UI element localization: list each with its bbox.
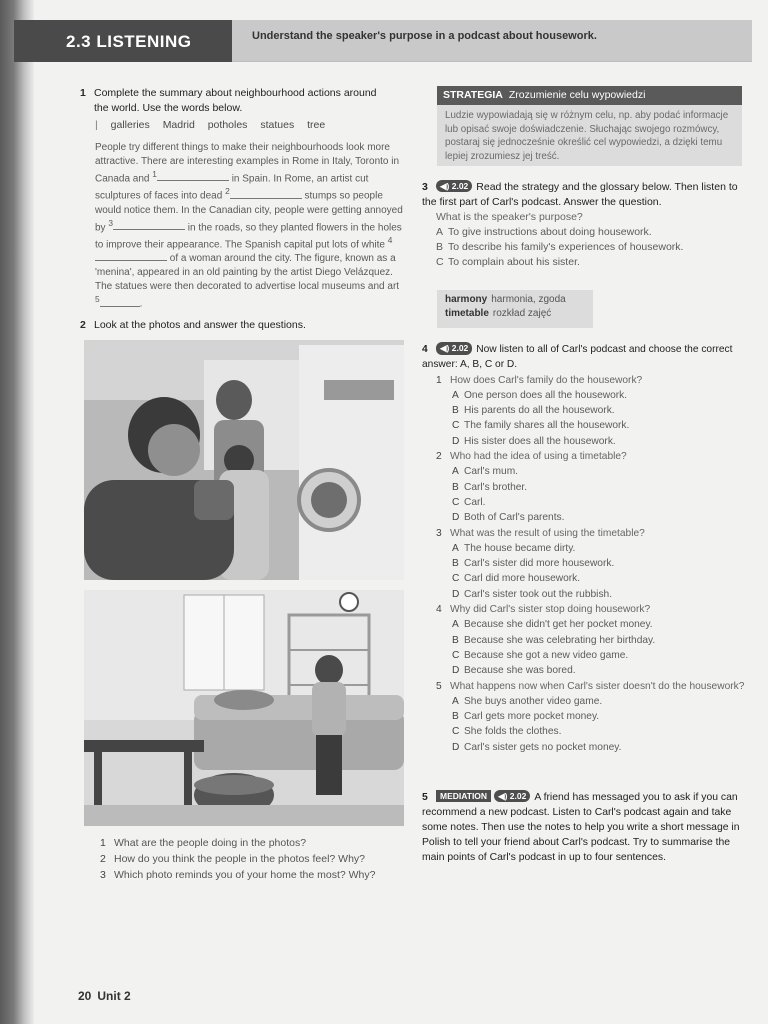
summary-text <box>95 141 405 312</box>
question-item <box>422 526 746 541</box>
question-item <box>422 449 746 464</box>
option-text: Carl's sister did more housework. <box>464 558 615 570</box>
option-text: Carl. <box>464 496 486 508</box>
gap-blank[interactable] <box>157 172 229 181</box>
glossary-term: timetable <box>445 308 489 320</box>
question-item <box>422 602 746 617</box>
question-text: What happens now when Carl's sister doesn't do the housework? <box>450 680 745 692</box>
answer-option[interactable] <box>422 740 746 755</box>
track-number: 2.02 <box>451 181 469 191</box>
section-subtitle: Understand the speaker's purpose in a podcast about housework. <box>252 30 597 42</box>
option-text: Carl did more housework. <box>464 573 581 585</box>
question-text: Why did Carl's sister stop doing housework? <box>450 604 651 616</box>
gap-number: 5 <box>95 294 100 305</box>
summary-part: stumps so people would notice them. In the Canadian city, people were getting annoyed by <box>95 190 403 233</box>
answer-option[interactable] <box>422 709 746 724</box>
answer-option[interactable] <box>422 571 746 586</box>
question-number: 3 <box>436 527 442 539</box>
option-text: Carl's brother. <box>464 481 528 493</box>
option-text[interactable]: To give instructions about doing housework. <box>448 225 652 238</box>
exercise-instruction: Read the strategy and the glossary below. Then listen to the first part of Carl's podcast. Answer the question. <box>422 181 738 208</box>
mediation-badge: MEDIATION <box>436 790 491 802</box>
word-item: statues <box>260 119 295 131</box>
question-item <box>422 679 746 694</box>
photo-laundry-family <box>84 340 404 580</box>
gap-number: 2 <box>225 186 230 197</box>
answer-option[interactable] <box>422 510 746 525</box>
section-title: 2.3 LISTENING <box>66 32 192 51</box>
section-badge <box>14 20 232 62</box>
word-box: | galleries Madrid potholes statues tree <box>95 119 326 131</box>
option-text: Because she was celebrating her birthday. <box>464 634 656 646</box>
exercise-number: 2 <box>80 319 86 331</box>
option-letter: D <box>452 665 460 677</box>
question-number: 5 <box>436 680 442 692</box>
page-number: 20 <box>78 989 92 1003</box>
answer-option[interactable] <box>422 541 746 556</box>
photo-messy-room <box>84 590 404 826</box>
question-text: What was the result of using the timetable? <box>450 527 645 539</box>
answer-option[interactable] <box>422 495 746 510</box>
strategy-title: Zrozumienie celu wypowiedzi <box>508 89 646 101</box>
gap-number: 1 <box>152 169 157 179</box>
option-letter: B <box>452 481 459 493</box>
option-letter: B <box>452 711 459 723</box>
option-letter: D <box>452 435 460 447</box>
option-text: His parents do all the housework. <box>464 405 615 417</box>
question-number: 2 <box>436 451 442 463</box>
question-number: 2 <box>100 852 106 865</box>
question-text: What are the people doing in the photos? <box>114 837 307 849</box>
photo-questions <box>100 836 410 883</box>
option-text: She buys another video game. <box>464 695 603 707</box>
option-text: Because she got a new video game. <box>464 649 629 661</box>
question-list <box>422 373 746 755</box>
glossary-term: harmony <box>445 294 488 305</box>
option-text[interactable]: To describe his family's experiences of housework. <box>448 240 684 253</box>
answer-option[interactable] <box>422 388 746 403</box>
answer-option[interactable] <box>422 648 746 663</box>
strategy-body: Ludzie wypowiadają się w różnym celu, np. aby podać informacje lub opisać swoje doświadczenie. Słuchając swojego rozmówcy, postaraj się jednocześnie określić cel wypowiedzi, a dzięki temu lepiej zrozumiesz jej treść. <box>445 109 729 163</box>
answer-option[interactable] <box>422 403 746 418</box>
option-letter: C <box>452 649 460 661</box>
option-letter: B <box>452 634 459 646</box>
option-letter: A <box>452 695 459 707</box>
option-letter: C <box>452 726 460 738</box>
audio-track-icon[interactable]: ◀) 2.02 <box>436 342 472 355</box>
option-letter: A <box>452 389 459 401</box>
exercise-1 <box>80 86 400 116</box>
option-text: Carl's sister took out the rubbish. <box>464 588 613 600</box>
answer-option[interactable] <box>422 587 746 602</box>
exercise-number: 3 <box>422 181 428 193</box>
option-text: The family shares all the housework. <box>464 420 630 432</box>
option-letter: A <box>452 619 459 631</box>
word-item: galleries <box>110 119 150 131</box>
option-letter: A <box>452 466 459 478</box>
gap-number: 4 <box>387 234 393 245</box>
answer-option[interactable] <box>422 617 746 632</box>
track-number: 2.02 <box>509 791 527 801</box>
option-text: Carl gets more pocket money. <box>464 711 600 723</box>
option-text[interactable]: To complain about his sister. <box>448 255 580 268</box>
question-number: 1 <box>436 374 442 386</box>
answer-option[interactable] <box>422 724 746 739</box>
option-letter: A <box>436 225 444 238</box>
exercise-number: 4 <box>422 344 428 355</box>
exercise-number: 1 <box>80 87 86 99</box>
summary-part: of a woman around the city. The figure, known as a 'menina', appeared in an old painting by the artist Diego Velázquez. The statues were then decorated to advertise local museums and art <box>95 253 400 293</box>
exercise-2 <box>80 318 400 333</box>
summary-part: in Spain. In Rome, an artist cut sculptures of faces into dead <box>95 173 369 202</box>
question-number: 1 <box>100 837 106 849</box>
question-number: 3 <box>100 868 106 881</box>
answer-option[interactable] <box>422 434 746 449</box>
option-letter: B <box>452 405 459 417</box>
option-text: His sister does all the housework. <box>464 435 616 447</box>
option-text: Because she was bored. <box>464 665 576 677</box>
option-text: One person does all the housework. <box>464 389 628 401</box>
track-number: 2.02 <box>451 343 469 353</box>
gap-blank[interactable] <box>100 298 140 307</box>
word-item: potholes <box>207 119 248 131</box>
gap-blank[interactable] <box>230 190 302 199</box>
exercise-5 <box>422 790 746 865</box>
option-letter: C <box>436 255 444 268</box>
audio-track-icon[interactable]: ◀) 2.02 <box>436 180 472 192</box>
option-letter: C <box>452 573 460 585</box>
option-text: Carl's sister gets no pocket money. <box>464 741 622 753</box>
exercise-instruction: Complete the summary about neighbourhood actions around the world. Use the words below. <box>94 87 377 114</box>
answer-option[interactable] <box>422 418 746 433</box>
glossary-box <box>437 290 593 328</box>
answer-option[interactable] <box>422 633 746 648</box>
question-text: How does Carl's family do the housework? <box>450 374 643 386</box>
option-text: The house became dirty. <box>464 542 576 554</box>
exercise-instruction: Now listen to all of Carl's podcast and choose the correct answer: A, B, C or D. <box>422 344 733 371</box>
glossary-definition: rozkład zajęć <box>492 308 552 320</box>
gap-blank[interactable] <box>113 221 185 230</box>
answer-option[interactable] <box>422 556 746 571</box>
option-letter: D <box>452 741 460 753</box>
question-number: 4 <box>436 604 442 616</box>
option-text: Both of Carl's parents. <box>464 512 565 524</box>
exercise-instruction: A friend has messaged you to ask if you can recommend a new podcast. Listen to Carl's podcast again and take some notes. Then use the notes to help you write a short message in Polish to tell your friend about Carl's podcast. Try to summarise the main points of Carl's podcast in up to four sentences. <box>422 792 740 864</box>
option-text: She folds the clothes. <box>464 726 562 738</box>
option-letter: D <box>452 588 460 600</box>
option-letter: B <box>436 240 444 253</box>
exercise-3 <box>422 180 744 269</box>
glossary-definition: harmonia, zgoda <box>491 294 566 305</box>
question-text: Which photo reminds you of your home the most? Why? <box>114 868 376 881</box>
option-letter: A <box>452 542 459 554</box>
page-footer <box>78 988 131 1005</box>
strategy-label: STRATEGIA <box>443 89 503 101</box>
question-text: Who had the idea of using a timetable? <box>450 451 627 463</box>
audio-track-icon[interactable]: ◀) 2.02 <box>494 790 530 802</box>
summary-part: in the roads, so they planted flowers in the holes to improve their appearance. The Spanish capital put lots of white <box>95 221 402 251</box>
summary-part: . <box>139 298 143 310</box>
word-item: tree <box>307 119 326 131</box>
question-text: How do you think the people in the photos feel? Why? <box>114 852 365 865</box>
unit-label: Unit 2 <box>97 989 131 1003</box>
option-letter: D <box>452 512 460 524</box>
option-text: Carl's mum. <box>464 466 519 478</box>
page-binding-shadow <box>0 0 34 1024</box>
question-item <box>422 373 746 388</box>
answer-option[interactable] <box>422 464 746 479</box>
word-item: Madrid <box>162 119 195 131</box>
gap-number: 3 <box>108 217 113 228</box>
option-letter: B <box>452 558 459 570</box>
option-letter: C <box>452 496 460 508</box>
strategy-box <box>437 86 742 166</box>
exercise-question: What is the speaker's purpose? <box>436 210 583 223</box>
answer-option[interactable] <box>422 480 746 495</box>
option-letter: C <box>452 420 460 432</box>
exercise-number: 5 <box>422 792 428 803</box>
gap-blank[interactable] <box>95 252 167 261</box>
option-text: Because she didn't get her pocket money. <box>464 619 653 631</box>
answer-option[interactable] <box>422 694 746 709</box>
exercise-instruction: Look at the photos and answer the questions. <box>94 319 306 331</box>
strategy-header <box>437 86 742 105</box>
answer-option[interactable] <box>422 663 746 678</box>
exercise-4 <box>422 342 746 755</box>
summary-part: People try different things to make their neighbourhoods look more attractive. There are interesting examples in Rome in Italy, Toronto in Canada and <box>95 142 400 185</box>
